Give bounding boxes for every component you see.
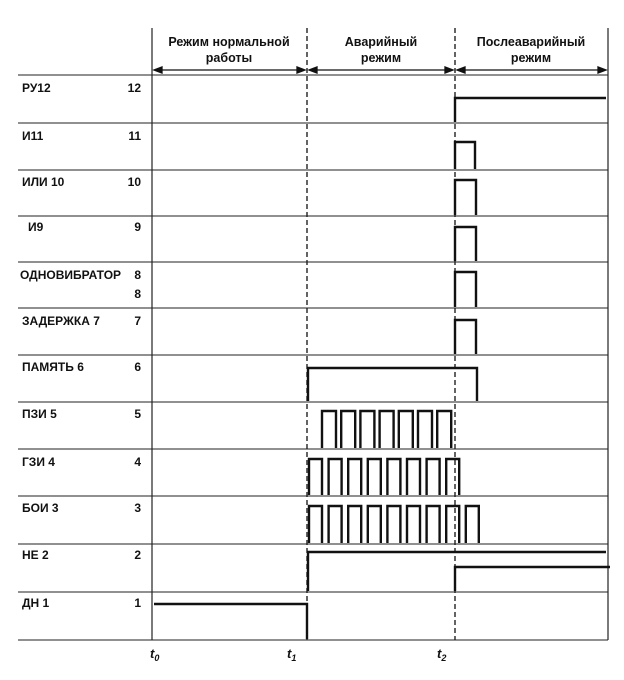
time-axis (150, 646, 446, 663)
row-label-gzi4: ГЗИ 4 (22, 455, 55, 469)
phase-arrow-emergency (309, 67, 453, 73)
row-number-i11: 11 (128, 129, 141, 143)
row-label-ru12: РУ12 (22, 81, 51, 95)
phase-normal-line1: Режим нормальной (168, 35, 290, 49)
row-number-ne2: 2 (134, 548, 141, 562)
row-label-ne2: НЕ 2 (22, 548, 49, 562)
grid (18, 28, 608, 640)
phase-arrow-normal (154, 67, 305, 73)
row-label-ili10: ИЛИ 10 (22, 175, 65, 189)
waveform-boi3 (309, 506, 479, 543)
phase-emergency-line2: режим (360, 51, 402, 65)
row-label-memory6: ПАМЯТЬ 6 (22, 360, 84, 374)
header (154, 35, 606, 73)
row-number-boi3: 3 (134, 501, 141, 515)
row-label-i11: И11 (22, 129, 44, 143)
waveform-gzi4 (309, 459, 459, 495)
row-label-boi3: БОИ 3 (22, 501, 59, 515)
row-label-one-shot: ОДНОВИБРАТОР (20, 268, 122, 282)
phase-post-line1: Послеаварийный (476, 35, 586, 49)
row-number-one-shot: 8 (134, 268, 141, 282)
phase-post-line2: режим (510, 51, 552, 65)
row-number-memory6: 6 (134, 360, 141, 374)
waveform-ili10 (455, 180, 476, 215)
row-label-pzi5: ПЗИ 5 (22, 407, 57, 421)
row-number-one-shot-extra: 8 (134, 287, 141, 301)
row-number-ru12: 12 (127, 81, 141, 95)
time-mark-t1: $t_1$ (287, 646, 297, 663)
time-mark-t0: $t_0$ (150, 646, 160, 663)
waveform-ne2-lower (455, 567, 610, 591)
phase-emergency-line1: Аварийный (344, 35, 418, 49)
phase-normal-line2: работы (205, 51, 253, 65)
waveform-ne2-upper (308, 552, 606, 591)
row-number-delay7: 7 (134, 314, 141, 328)
waveform-ru12 (455, 98, 606, 122)
row-number-ili10: 10 (127, 175, 141, 189)
row-number-i9: 9 (134, 220, 141, 234)
row-number-pzi5: 5 (134, 407, 141, 421)
row-labels (20, 81, 141, 610)
waveform-i9 (455, 227, 476, 261)
row-number-gzi4: 4 (134, 455, 141, 469)
waveform-pzi5 (322, 411, 451, 448)
waveform-delay7 (455, 320, 476, 354)
row-label-dn1: ДН 1 (22, 596, 50, 610)
row-number-dn1: 1 (134, 596, 141, 610)
waveform-memory6 (308, 368, 477, 401)
waveform-i11 (455, 142, 475, 169)
waveforms (154, 98, 610, 639)
waveform-dn1 (154, 604, 307, 639)
phase-arrow-post (457, 67, 606, 73)
time-mark-t2: $t_2$ (437, 646, 447, 663)
row-label-i9: И9 (28, 220, 44, 234)
waveform-one-shot (455, 272, 476, 307)
row-label-delay7: ЗАДЕРЖКА 7 (22, 314, 100, 328)
